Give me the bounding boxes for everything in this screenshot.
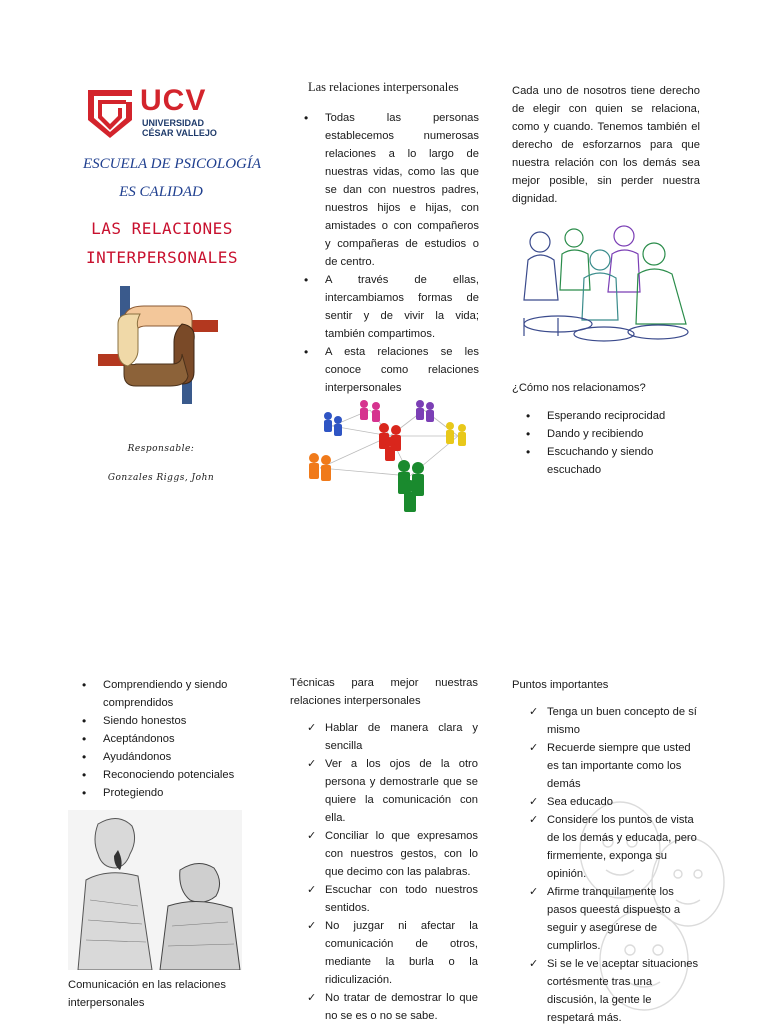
relate-more-bullet: • Ayudándonos bbox=[103, 748, 273, 766]
point-item: ✓ Recuerde siempre que usted es tan importante como los demás bbox=[547, 739, 701, 793]
relations-bullets bbox=[325, 109, 479, 397]
relations-bullet: • A través de ellas, intercambiamos formas de sentir y de vivir la vida; también compartimos. bbox=[325, 271, 479, 343]
techniques-heading: Técnicas para mejor nuestras relaciones interpersonales bbox=[290, 677, 478, 707]
relate-bullet: • Esperando reciprocidad bbox=[547, 407, 697, 425]
image-caption: Comunicación en las relaciones interpersonales bbox=[68, 979, 226, 1009]
relate-bullet: • Escuchando y siendo escuchado bbox=[547, 443, 697, 479]
relations-heading: Las relaciones interpersonales bbox=[308, 80, 459, 94]
relate-more-bullet: • Aceptándonos bbox=[103, 730, 273, 748]
relations-bullet: • A esta relaciones se les conoce como relaciones interpersonales bbox=[325, 343, 479, 397]
point-item: ✓ Afirme tranquilamente los pasos queestá dispuesto a seguir y asegúrese de cumplirlos. bbox=[547, 883, 701, 955]
point-item: ✓ Sea educado bbox=[547, 793, 701, 811]
relate-more-bullets bbox=[103, 676, 273, 802]
technique-item: ✓ Hablar de manera clara y sencilla bbox=[325, 719, 478, 755]
technique-item: ✓ Ver a los ojos de la otro persona y demostrarle que se quiere la comunicación con ella. bbox=[325, 755, 478, 827]
logo-line1: UNIVERSIDAD bbox=[142, 118, 205, 128]
ucv-shield-icon bbox=[86, 88, 134, 138]
techniques-list bbox=[325, 719, 478, 1025]
technique-item: ✓ Escuchar con todo nuestros sentidos. bbox=[325, 881, 478, 917]
responsible-name: Gonzales Riggs, John bbox=[107, 473, 215, 483]
ucv-logo bbox=[86, 84, 226, 140]
school-name: ESCUELA DE PSICOLOGÍA bbox=[82, 156, 262, 172]
points-heading: Puntos importantes bbox=[512, 679, 609, 691]
logo-line2: CÉSAR VALLEJO bbox=[142, 128, 217, 138]
point-item: ✓ Tenga un buen concepto de sí mismo bbox=[547, 703, 701, 739]
relate-more-bullet: • Comprendiendo y siendo comprendidos bbox=[103, 676, 273, 712]
relate-bullet: • Dando y recibiendo bbox=[547, 425, 697, 443]
point-item: ✓ Si se le ve aceptar situaciones cortésmente tras una discusión, la gente le respetará más. bbox=[547, 955, 701, 1027]
relate-bullets bbox=[547, 407, 697, 479]
network-people-icon bbox=[300, 396, 484, 516]
relate-question: ¿Cómo nos relacionamos? bbox=[512, 382, 646, 394]
cover-title-line2: INTERPERSONALES bbox=[86, 248, 238, 267]
shouting-sketch-icon bbox=[68, 810, 242, 970]
logo-acronym: UCV bbox=[140, 84, 207, 117]
relations-bullet: • Todas las personas establecemos numerosas relaciones a lo largo de nuestras vidas, como las que se dan con nuestros padres, nuestros hijos e hijas, con amistades o con compañeros y compañeras de estudios o de centro. bbox=[325, 109, 479, 271]
relate-more-bullet: • Protegiendo bbox=[103, 784, 273, 802]
technique-item: ✓ No tratar de demostrar lo que no se es o no se sabe. bbox=[325, 989, 478, 1025]
rights-paragraph: Cada uno de nosotros tiene derecho de elegir con quien se relaciona, como y cuando. Tenemos también el derecho de esforzarnos para que nuestra relación con los demás sea mejor posible, sin perder nuestra dignidad. bbox=[512, 85, 700, 205]
technique-item: ✓ Conciliar lo que expresamos con nuestros gestos, con lo que decimo con las palabras. bbox=[325, 827, 478, 881]
cover-title-line1: LAS RELACIONES bbox=[91, 219, 233, 238]
relate-more-bullet: • Reconociendo potenciales bbox=[103, 766, 273, 784]
technique-item: ✓ No juzgar ni afectar la comunicación de otros, mediante la burla o la ridiculización. bbox=[325, 917, 478, 989]
relate-more-bullet: • Siendo honestos bbox=[103, 712, 273, 730]
hands-circle-icon bbox=[96, 284, 220, 406]
points-list bbox=[547, 703, 701, 1027]
responsible-label: Responsable: bbox=[127, 444, 195, 454]
point-item: ✓ Considere los puntos de vista de los demás y educada, pero firmemente, exponga su opinión. bbox=[547, 811, 701, 883]
school-motto: ES CALIDAD bbox=[119, 184, 203, 200]
group-sketch-icon bbox=[518, 220, 694, 344]
